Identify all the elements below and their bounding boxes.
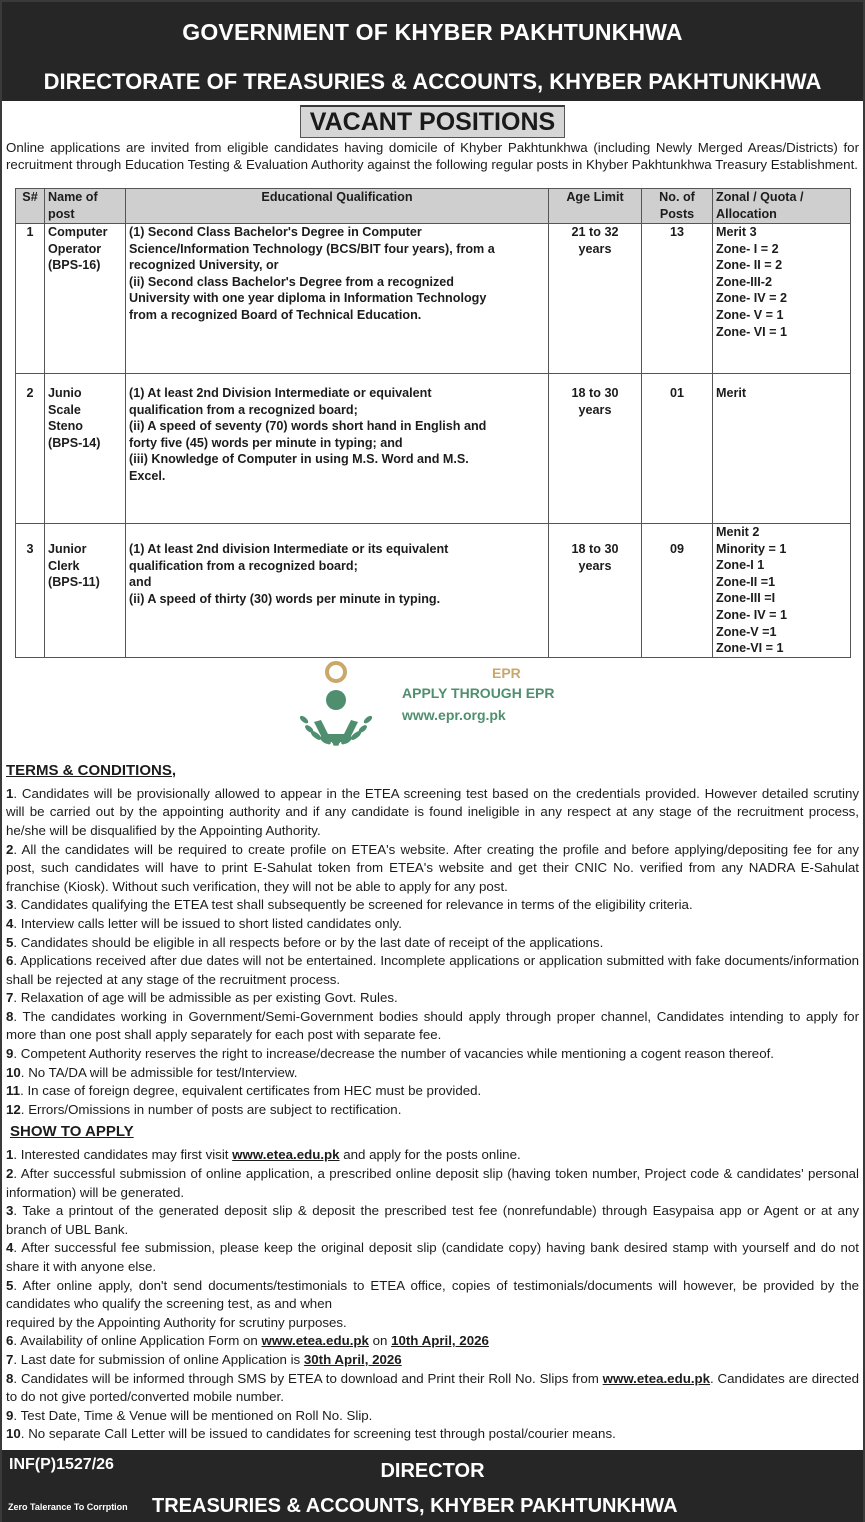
item-text: Candidates will be informed through SMS by ETEA to download and Print their Roll No. Slips from — [20, 1370, 603, 1386]
post-name-line: (BPS-16) — [48, 258, 101, 273]
age-line: 21 to 32 — [571, 225, 619, 239]
government-title: GOVERNMENT OF KHYBER PAKHTUNKHWA — [182, 19, 683, 45]
zone-line: Zone- II = 2 — [716, 258, 783, 273]
item-text: After successful submission of online application, a prescribed online deposit slip (having token number, Project code & candidates' personal information) will be generated. — [6, 1166, 859, 1200]
watermark-line1: APPLY THROUGH EPR — [402, 684, 555, 701]
qualification-line: (iii) Knowledge of Computer in using M.S. Word and M.S. — [129, 452, 469, 467]
terms-item: 7. Relaxation of age will be admissible as per existing Govt. Rules. — [6, 990, 398, 1006]
row-no-of-posts: 01 — [642, 374, 713, 524]
how-to-apply-item: 6. Availability of online Application Form on www.etea.edu.pk on 10th April, 2026 — [6, 1333, 489, 1349]
header-name: Name of post — [45, 189, 126, 224]
terms-item: 4. Interview calls letter will be issued to short listed candidates only. — [6, 915, 402, 931]
post-name-line: Junior — [48, 542, 87, 556]
zone-line: Minority = 1 — [716, 541, 787, 556]
item-number: 6 — [6, 953, 14, 969]
item-text: Candidates will be provisionally allowed to appear in the ETEA screening test based on the credentials provided. However detailed scrutiny will be carried out by the appointing authority and if any candidate is found ineligible in any respect at any stage of the recruitment process, he/she will be disqualified by the Appointing Authority. — [6, 785, 860, 838]
row-post-name — [45, 374, 126, 524]
item-text: In case of foreign degree, equivalent certificates from HEC must be provided. — [27, 1083, 482, 1099]
age-line: years — [578, 241, 612, 256]
positions-table — [15, 188, 851, 658]
qualification-line: (ii) A speed of thirty (30) words per minute in typing. — [129, 591, 441, 606]
how-to-apply-item: 2. After successful submission of online application, a prescribed online deposit slip (having token number, Project code & candidates' personal information) will be generated. — [6, 1166, 859, 1200]
director-title: DIRECTOR — [380, 1459, 485, 1482]
item-number: 4 — [6, 1240, 14, 1256]
item-number: 8 — [6, 1008, 14, 1024]
qualification-line: (ii) A speed of seventy (70) words short hand in English and — [129, 419, 487, 434]
row-age-limit — [549, 374, 642, 524]
reference-number: INF(P)1527/26 — [9, 1455, 114, 1473]
post-name-line: Junio — [48, 386, 82, 400]
item-number: 1 — [6, 1147, 14, 1163]
qualification-line: from a recognized Board of Technical Education. — [129, 307, 422, 322]
header-posts: No. of Posts — [642, 189, 713, 224]
row-post-name — [45, 224, 126, 374]
how-to-apply-item: 4. After successful fee submission, please keep the original deposit slip (candidate copy) having bank desired stamp with yourself and do not share it with anyone else. — [6, 1240, 859, 1274]
qualification-line: forty five (45) words per minute in typing; and — [129, 435, 403, 450]
terms-item: 1. Candidates will be provisionally allowed to appear in the ETEA screening test based on the credentials provided. However detailed scrutiny will be carried out by the appointing authority and if any candidate is found ineligible in any respect at any stage of the recruitment process, he/she will be disqualified by the Appointing Authority. — [6, 785, 860, 838]
item-number: 3 — [6, 1203, 14, 1219]
terms-item: 12. Errors/Omissions in number of posts are subject to rectification. — [6, 1101, 402, 1117]
post-name-line: Computer — [48, 225, 108, 239]
etea-website-link[interactable]: www.etea.edu.pk — [232, 1147, 340, 1163]
zone-line: Merit 3 — [716, 225, 757, 239]
item-text: After online apply, don't send documents/testimonials to ETEA office, copies of testimonials/documents will however, be provided by the candidates who qualify the screening test, as and when — [6, 1277, 860, 1312]
qualification-line: (1) At least 2nd division Intermediate or its equivalent — [129, 542, 449, 556]
etea-website-link[interactable]: www.etea.edu.pk — [602, 1370, 711, 1386]
table-row — [16, 224, 851, 374]
item-text: The candidates working in Government/Semi-Government bodies should apply through proper channel, Candidates intending to apply for more than one post shall apply separately for each post with separate fee. — [6, 1008, 859, 1043]
row-qualification — [126, 224, 549, 374]
post-name-line: (BPS-11) — [48, 575, 100, 590]
terms-item: 10. No TA/DA will be admissible for test/Interview. — [6, 1064, 298, 1080]
qualification-line: (1) At least 2nd Division Intermediate or equivalent — [129, 386, 432, 400]
terms-item: 3. Candidates qualifying the ETEA test shall subsequently be screened for relevance in terms of the eligibility criteria. — [6, 897, 693, 913]
etea-website-link[interactable]: www.etea.edu.pk — [261, 1333, 369, 1349]
qualification-line: University with one year diploma in Information Technology — [129, 291, 487, 306]
terms-item: 5. Candidates should be eligible in all respects before or by the last date of receipt of the applications. — [6, 934, 604, 950]
item-number: 8 — [6, 1370, 14, 1386]
terms-item: 8. The candidates working in Government/Semi-Government bodies should apply through proper channel, Candidates intending to apply for more than one post shall apply separately for each post with separate fee. — [6, 1008, 859, 1043]
row-no-of-posts: 13 — [642, 224, 713, 374]
terms-item: 11. In case of foreign degree, equivalent certificates from HEC must be provided. — [6, 1083, 482, 1099]
item-text: Interested candidates may first visit — [20, 1147, 233, 1163]
post-name-line: (BPS-14) — [48, 435, 101, 450]
item-text: . Candidates are directed to do not give ported/converted mobile number. — [6, 1370, 860, 1405]
item-text: Relaxation of age will be admissible as per existing Govt. Rules. — [20, 990, 398, 1006]
item-number: 9 — [6, 1046, 14, 1062]
how-to-apply-item: 1. Interested candidates may first visit www.etea.edu.pk and apply for the posts online. — [6, 1147, 521, 1163]
row-zone-allocation — [713, 374, 851, 524]
table-header-row — [16, 189, 851, 224]
zone-line: Zone- V = 1 — [716, 307, 784, 322]
post-name-line: Operator — [48, 241, 102, 256]
item-number: 9 — [6, 1407, 14, 1423]
zone-line: Zone-III =I — [716, 591, 776, 606]
post-name-line: Scale — [48, 402, 81, 417]
zone-line: Zone-III-2 — [716, 274, 772, 289]
item-number: 12 — [6, 1101, 21, 1117]
row-sn: 3 — [16, 524, 45, 658]
item-number: 11 — [6, 1083, 21, 1099]
qualification-line: Science/Information Technology (BCS/BIT four years), from a — [129, 241, 495, 256]
age-line: 18 to 30 — [571, 542, 619, 556]
item-number: 3 — [6, 897, 14, 913]
item-text-continuation: required by the Appointing Authority for scrutiny purposes. — [6, 1314, 347, 1330]
item-number: 2 — [6, 841, 14, 857]
item-text: All the candidates will be required to create profile on ETEA's website. After creating the profile and before applying/depositing fee for any post, such candidates will have to print E-Sahulat token from ETEA's website and get their CNIC No. verified from any NADRA E-Sahulat franchise (Kiosk). Without such verification, they will not be able to apply for any post. — [6, 841, 859, 894]
zone-line: Merit — [716, 386, 747, 400]
row-zone-allocation — [713, 524, 851, 658]
zone-line: Menit 2 — [716, 525, 760, 539]
header-zone: Zonal / Quota / Allocation — [713, 189, 851, 224]
zone-line: Zone-V =1 — [716, 624, 777, 639]
qualification-line: (ii) Second class Bachelor's Degree from a recognized — [129, 274, 454, 289]
date-highlight: 10th April, 2026 — [391, 1333, 489, 1349]
row-qualification — [126, 524, 549, 658]
item-number: 5 — [6, 934, 14, 950]
how-to-apply-list — [6, 1146, 859, 1444]
watermark-band — [2, 658, 863, 748]
header-banner — [2, 2, 863, 101]
item-text: Candidates should be eligible in all respects before or by the last date of receipt of the applications. — [20, 934, 604, 950]
how-to-apply-item: 8. Candidates will be informed through SMS by ETEA to download and Print their Roll No. Slips from www.etea.edu.pk. Candidates are directed to do not give ported/converted mobile number. — [6, 1370, 860, 1405]
terms-heading: TERMS & CONDITIONS, — [6, 761, 177, 779]
item-number: 7 — [6, 1351, 14, 1367]
directorate-title: DIRECTORATE OF TREASURIES & ACCOUNTS, KHYBER PAKHTUNKHWA — [43, 69, 822, 94]
zone-line: Zone-I 1 — [716, 558, 765, 573]
date-highlight: 30th April, 2026 — [303, 1351, 402, 1367]
item-number: 10 — [6, 1064, 21, 1080]
post-name-line: Clerk — [48, 558, 80, 573]
item-text: Test Date, Time & Venue will be mentioned on Roll No. Slip. — [20, 1407, 373, 1423]
item-text: and apply for the posts online. — [339, 1147, 521, 1163]
office-name: TREASURIES & ACCOUNTS, KHYBER PAKHTUNKHWA — [152, 1494, 678, 1517]
item-text: Availability of online Application Form on — [20, 1333, 262, 1349]
age-line: years — [578, 558, 612, 573]
row-sn: 2 — [16, 374, 45, 524]
row-qualification — [126, 374, 549, 524]
how-to-apply-item: 3. Take a printout of the generated deposit slip & deposit the prescribed test fee (nonrefundable) through Easypaisa app or Agent or at any branch of UBL Bank. — [6, 1203, 859, 1237]
how-to-apply-item: 10. No separate Call Letter will be issued to candidates for screening test through postal/courier means. — [6, 1426, 616, 1442]
item-text: Take a printout of the generated deposit slip & deposit the prescribed test fee (nonrefundable) through Easypaisa app or Agent or at any branch of UBL Bank. — [6, 1203, 859, 1237]
intro-paragraph: Online applications are invited from eligible candidates having domicile of Khyber Pakhtunkhwa (including Newly Merged Areas/Districts) for recruitment through Education Testing & Evaluation Authority against the following regular posts in Khyber Pakhtunkhwa Treasury Establishment. — [6, 140, 859, 172]
table-row — [16, 374, 851, 524]
row-age-limit — [549, 224, 642, 374]
header-sn: S# — [16, 189, 45, 224]
item-text: Errors/Omissions in number of posts are subject to rectification. — [28, 1101, 402, 1117]
item-text: Applications received after due dates will not be entertained. Incomplete applications or application submitted with fake documents/information shall be rejected at any stage of the recruitment process. — [6, 953, 860, 987]
slogan: Zero Talerance To Corrption — [8, 1501, 128, 1512]
item-text: Interview calls letter will be issued to short listed candidates only. — [20, 915, 402, 931]
item-text: on — [368, 1333, 392, 1349]
terms-item: 6. Applications received after due dates will not be entertained. Incomplete applications or application submitted with fake documents/information shall be rejected at any stage of the recruitment process. — [6, 953, 860, 987]
item-number: 6 — [6, 1333, 14, 1349]
qualification-line: and — [129, 575, 152, 590]
watermark-line2: www.epr.org.pk — [402, 706, 506, 723]
qualification-line: (1) Second Class Bachelor's Degree in Computer — [129, 225, 422, 239]
item-number: 2 — [6, 1166, 14, 1182]
qualification-line: qualification from a recognized board; — [129, 558, 358, 573]
item-number: 5 — [6, 1277, 14, 1293]
item-text: Last date for submission of online Application is — [20, 1351, 304, 1367]
item-text: No separate Call Letter will be issued to candidates for screening test through postal/courier means. — [28, 1426, 616, 1442]
row-age-limit — [549, 524, 642, 658]
item-number: 7 — [6, 990, 14, 1006]
zone-line: Zone- I = 2 — [716, 241, 779, 256]
item-number: 1 — [6, 785, 14, 801]
table-row — [16, 524, 851, 658]
footer-banner — [2, 1450, 863, 1522]
header-age: Age Limit — [549, 189, 642, 224]
qualification-line: Excel. — [129, 468, 166, 483]
item-number: 10 — [6, 1426, 21, 1442]
how-to-apply-item: 7. Last date for submission of online Application is 30th April, 2026 — [6, 1351, 402, 1367]
how-to-apply-item: 5. After online apply, don't send documents/testimonials to ETEA office, copies of testimonials/documents will however, be provided by the candidates who qualify the screening test, as and when — [6, 1277, 860, 1312]
item-text: Candidates qualifying the ETEA test shall subsequently be screened for relevance in terms of the eligibility criteria. — [20, 897, 693, 913]
age-line: 18 to 30 — [571, 386, 619, 400]
zone-line: Zone- IV = 1 — [716, 607, 788, 622]
item-text: After successful fee submission, please keep the original deposit slip (candidate copy) having bank desired stamp with yourself and do not share it with anyone else. — [6, 1240, 859, 1274]
terms-item: 2. All the candidates will be required to create profile on ETEA's website. After creating the profile and before applying/depositing fee for any post, such candidates will have to print E-Sahulat token from ETEA's website and get their CNIC No. verified from any NADRA E-Sahulat franchise (Kiosk). Without such verification, they will not be able to apply for any post. — [6, 841, 859, 894]
body-section — [2, 658, 863, 1444]
zone-line: Zone- VI = 1 — [716, 324, 788, 339]
row-sn: 1 — [16, 224, 45, 374]
header-qualification: Educational Qualification — [126, 189, 549, 224]
how-to-apply-heading: SHOW TO APPLY — [10, 1123, 134, 1141]
item-number: 4 — [6, 915, 14, 931]
row-zone-allocation — [713, 224, 851, 374]
post-name-line: Steno — [48, 419, 83, 434]
terms-list — [6, 785, 859, 1120]
qualification-line: qualification from a recognized board; — [129, 402, 358, 417]
row-post-name — [45, 524, 126, 658]
item-text: Competent Authority reserves the right to increase/decrease the number of vacancies while mentioning a cogent reason thereof. — [20, 1046, 774, 1062]
zone-line: Zone-II =1 — [716, 574, 776, 589]
item-text: No TA/DA will be admissible for test/Interview. — [28, 1064, 298, 1080]
row-no-of-posts: 09 — [642, 524, 713, 658]
badge-text: EPR — [492, 664, 521, 681]
age-line: years — [578, 402, 612, 417]
how-to-apply-item: 9. Test Date, Time & Venue will be mentioned on Roll No. Slip. — [6, 1407, 373, 1423]
qualification-line: recognized University, or — [129, 258, 279, 273]
zone-line: Zone-VI = 1 — [716, 641, 784, 656]
terms-item: 9. Competent Authority reserves the right to increase/decrease the number of vacancies while mentioning a cogent reason thereof. — [6, 1046, 774, 1062]
vacant-positions-title: VACANT POSITIONS — [300, 105, 565, 138]
title-wrapper — [2, 101, 863, 138]
zone-line: Zone- IV = 2 — [716, 291, 788, 306]
